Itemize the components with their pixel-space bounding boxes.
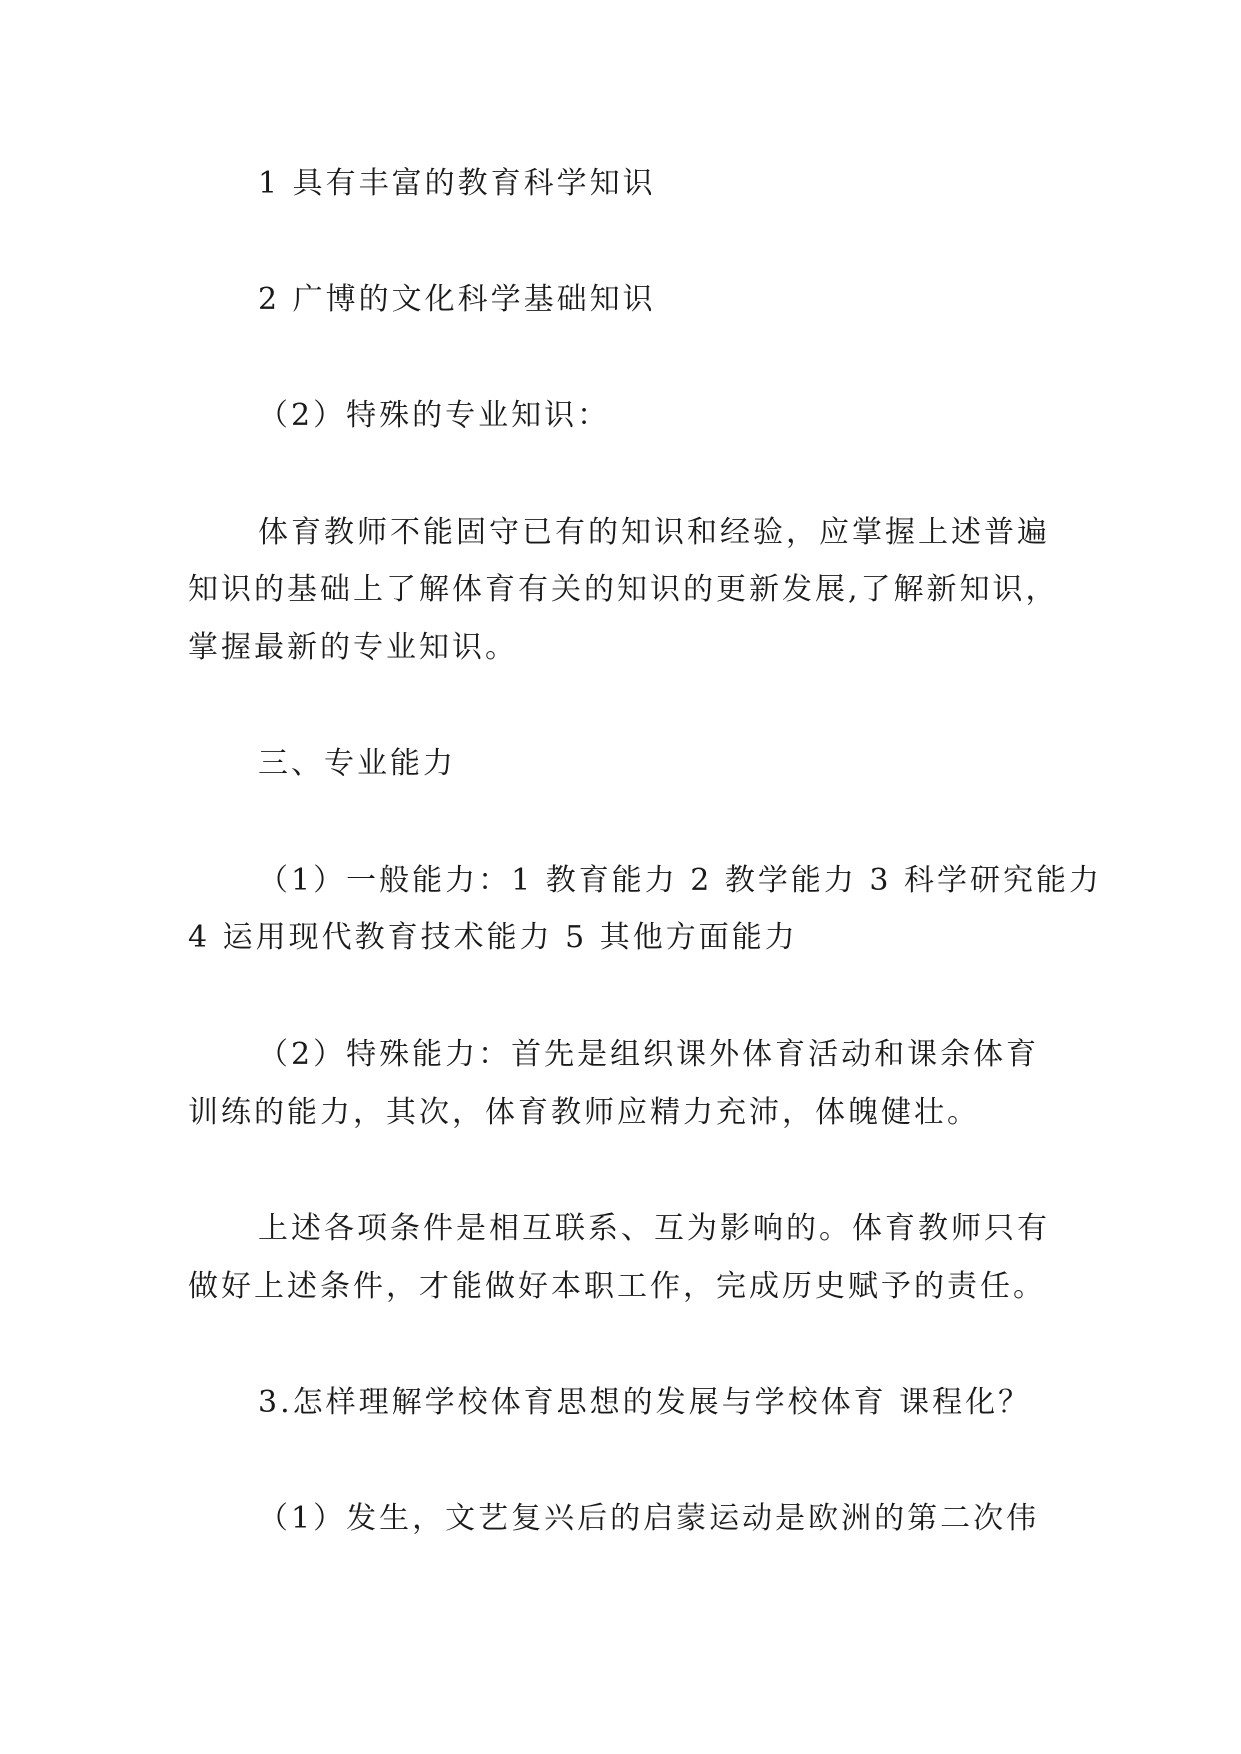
question-heading: 3.怎样理解学校体育思想的发展与学校体育 课程化？ bbox=[258, 1385, 1032, 1420]
paragraph-line: 做好上述条件，才能做好本职工作，完成历史赋予的责任。 bbox=[188, 1269, 1046, 1304]
subheading-special-professional-knowledge: （2）特殊的专业知识： bbox=[258, 398, 611, 433]
list-item-cultural-science-knowledge: 2 广博的文化科学基础知识 bbox=[258, 282, 656, 317]
paragraph-line: （1）一般能力：1 教育能力 2 教学能力 3 科学研究能力 bbox=[258, 863, 1103, 898]
paragraph-line: （2）特殊能力：首先是组织课外体育活动和课余体育 bbox=[258, 1037, 1040, 1072]
paragraph-line: 4 运用现代教育技术能力 5 其他方面能力 bbox=[188, 920, 798, 955]
paragraph-line: 上述各项条件是相互联系、互为影响的。体育教师只有 bbox=[258, 1211, 1050, 1246]
paragraph-line: （1）发生，文艺复兴后的启蒙运动是欧洲的第二次伟 bbox=[258, 1501, 1040, 1536]
paragraph-line: 训练的能力，其次，体育教师应精力充沛，体魄健壮。 bbox=[188, 1095, 980, 1130]
section-heading-professional-ability: 三、专业能力 bbox=[258, 746, 456, 781]
paragraph-line: 知识的基础上了解体育有关的知识的更新发展,了解新知识， bbox=[188, 572, 1059, 607]
paragraph-line: 体育教师不能固守已有的知识和经验，应掌握上述普遍 bbox=[258, 515, 1050, 550]
paragraph-line: 掌握最新的专业知识。 bbox=[188, 630, 518, 665]
list-item-education-science-knowledge: 1 具有丰富的教育科学知识 bbox=[258, 166, 656, 201]
